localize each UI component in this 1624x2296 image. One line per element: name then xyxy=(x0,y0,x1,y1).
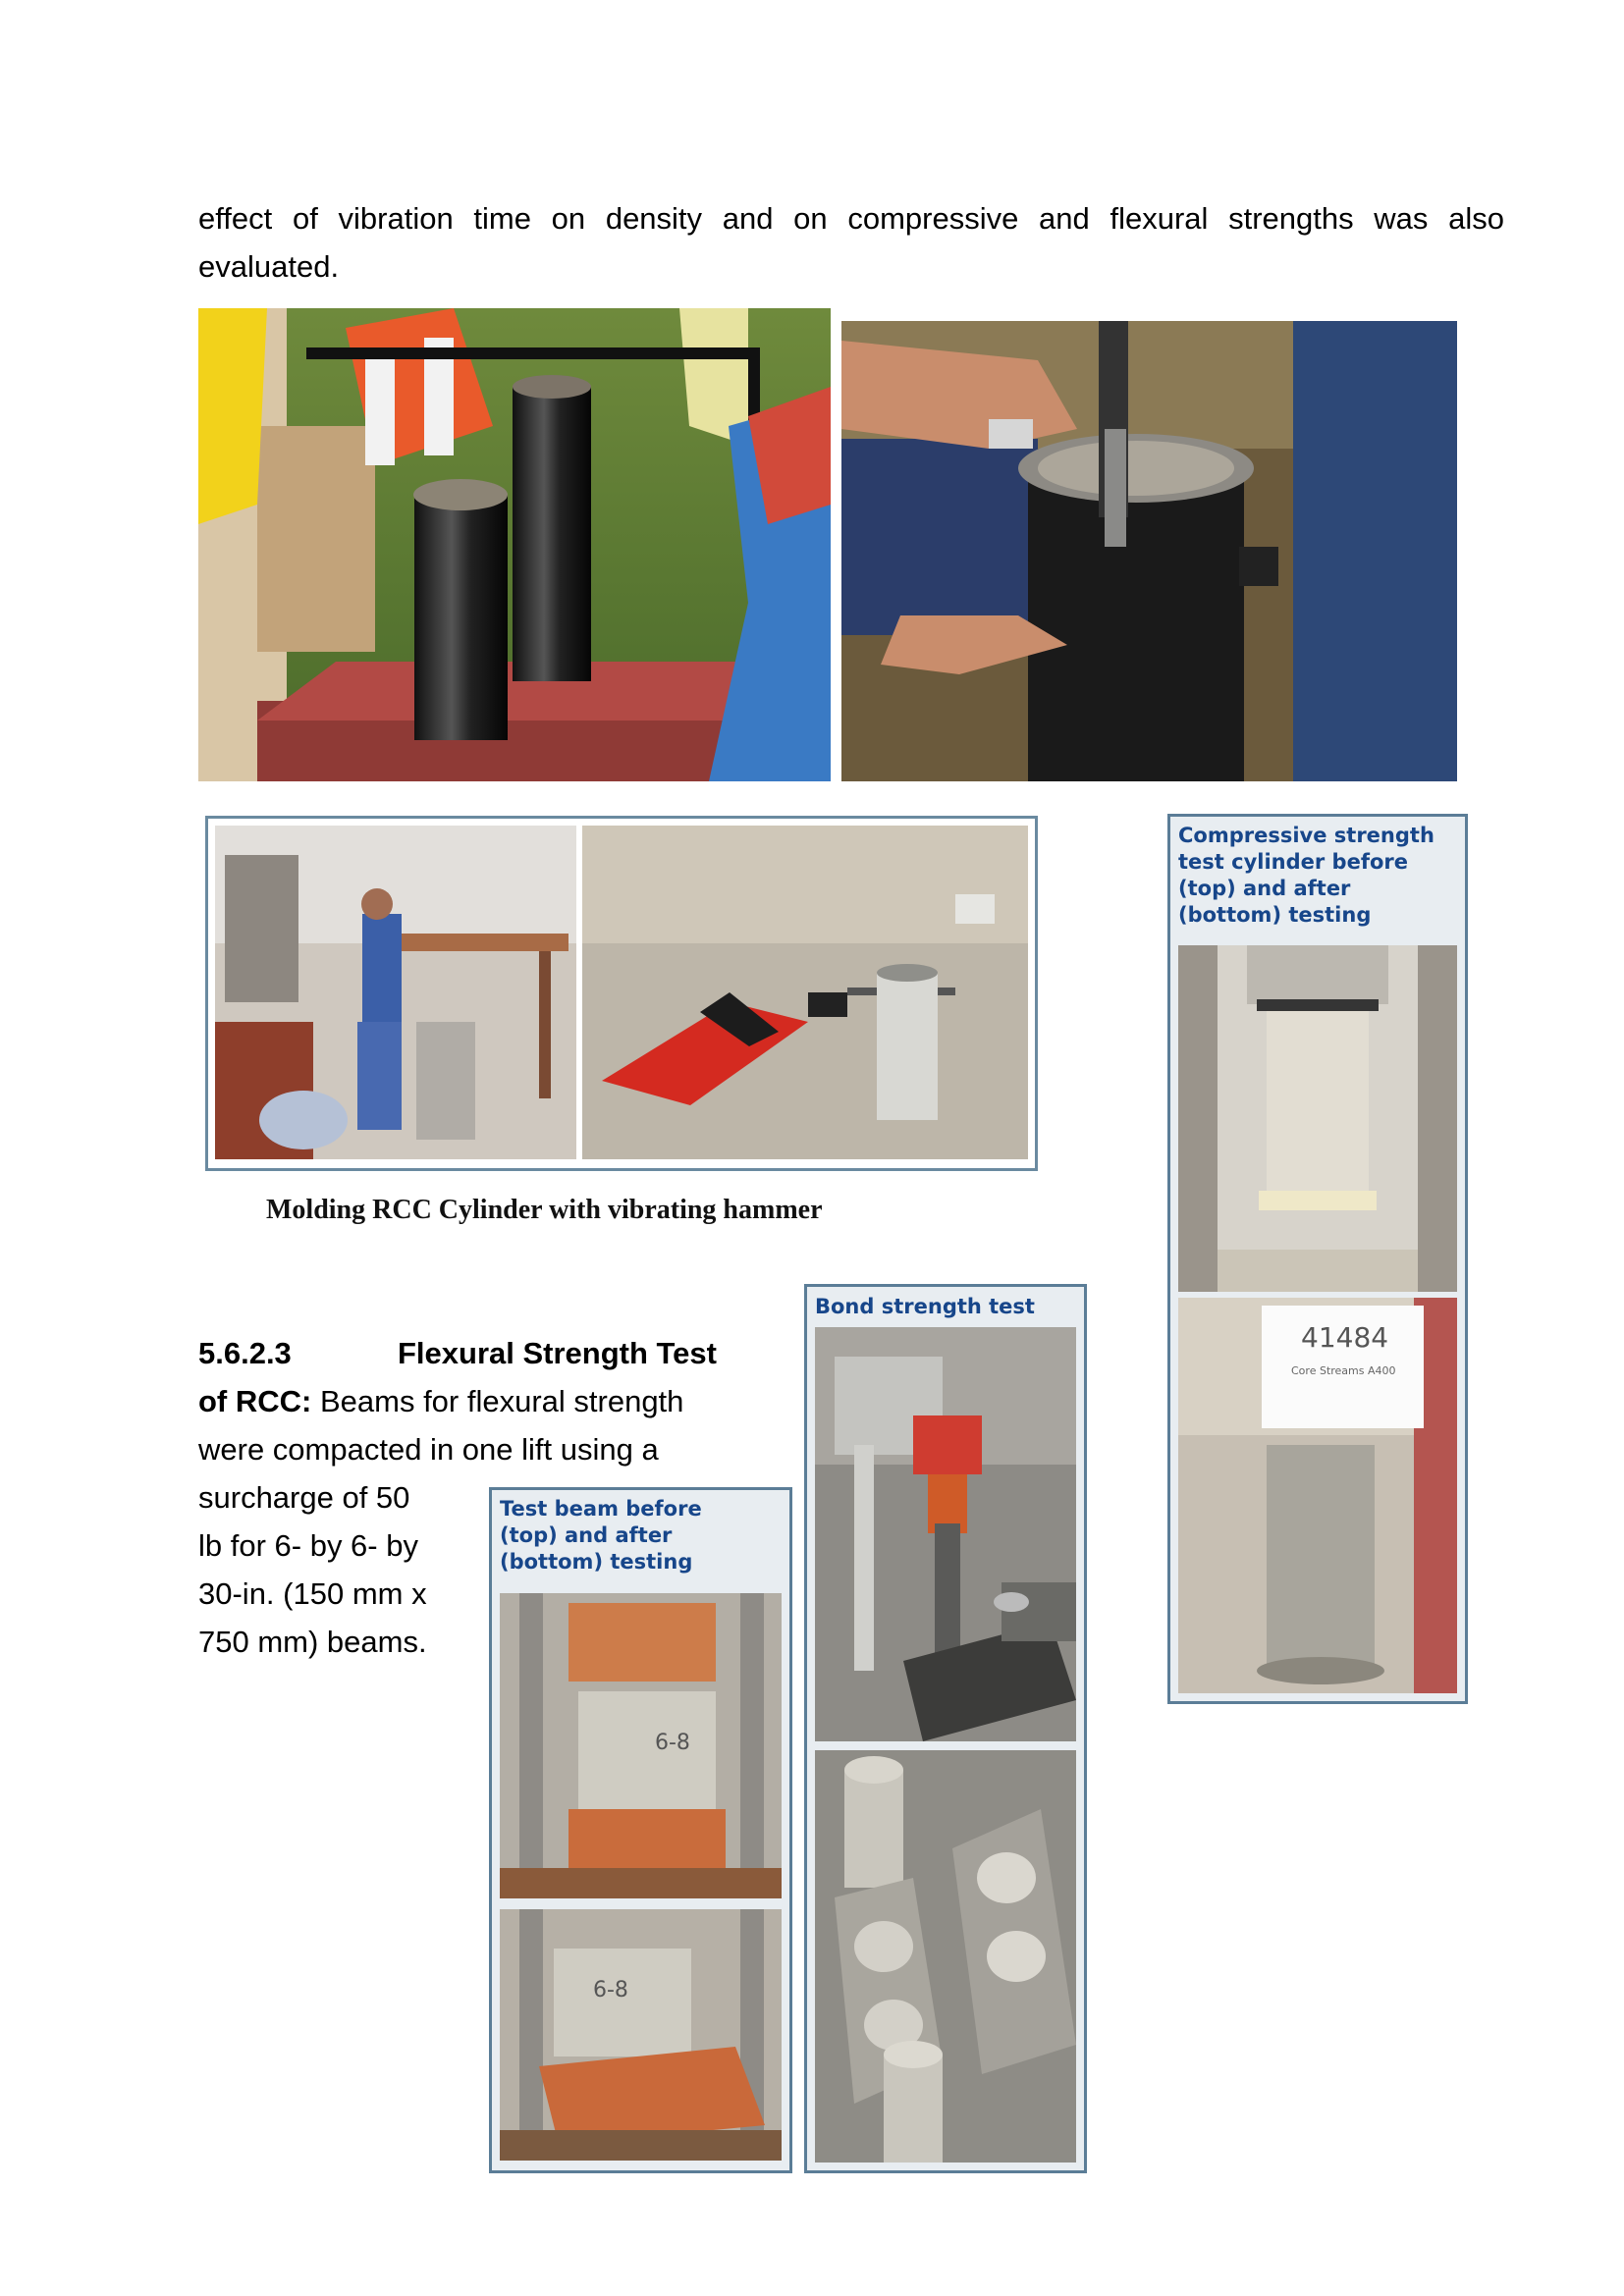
sample-label-number: 41484 xyxy=(1301,1321,1389,1354)
photo-cores xyxy=(815,1750,1076,2163)
photo-lab-technician xyxy=(215,826,576,1159)
intro-line-1: effect of vibration time on density and on compressive and flexural strengths was also xyxy=(198,201,1504,236)
section-number: 5.6.2.3 xyxy=(198,1336,292,1370)
section-line-4: lb for 6- by 6- by xyxy=(198,1528,418,1563)
intro-line-2: evaluated. xyxy=(198,249,340,284)
section-line-1 xyxy=(198,1377,768,1425)
photo-cylinder-after xyxy=(1178,1298,1457,1693)
compressive-panel-caption: Compressive strength test cylinder before (top) and after (bottom) testing xyxy=(1178,824,1435,927)
beam-label-bottom: 6-8 xyxy=(593,1978,628,2002)
intro-paragraph xyxy=(198,194,1504,291)
section-heading xyxy=(198,1329,768,1377)
bond-strength-panel xyxy=(804,1284,1087,2173)
photo-beam-after xyxy=(500,1909,782,2161)
photo-vibrating-table-cylinder xyxy=(198,308,831,781)
photo-cylinder-before xyxy=(1178,945,1457,1292)
beam-panel-caption: Test beam before (top) and after (bottom) testing xyxy=(500,1497,702,1574)
section-text-1: Beams for flexural strength xyxy=(311,1384,684,1418)
compressive-strength-panel xyxy=(1167,814,1468,1704)
bond-panel-caption: Bond strength test xyxy=(815,1295,1035,1318)
photo-hands-cylinder-mold xyxy=(841,321,1457,781)
section-title-cont: of RCC: xyxy=(198,1384,312,1418)
sample-label-sub: Core Streams A400 xyxy=(1291,1364,1396,1377)
photo-vibrating-hammer xyxy=(582,826,1028,1159)
section-line-6: 750 mm) beams. xyxy=(198,1625,427,1659)
test-beam-panel xyxy=(489,1487,792,2173)
photo-beam-before xyxy=(500,1593,782,1898)
lab-photo-frame xyxy=(205,816,1038,1171)
section-line-3: surcharge of 50 xyxy=(198,1480,410,1515)
section-line-5: 30-in. (150 mm x xyxy=(198,1576,427,1611)
lab-photo-caption: Molding RCC Cylinder with vibrating hammer xyxy=(266,1195,823,1225)
photo-core-drill xyxy=(815,1327,1076,1741)
beam-label-top: 6-8 xyxy=(655,1731,690,1755)
sample-label-card xyxy=(1262,1306,1424,1428)
section-title: Flexural Strength Test xyxy=(398,1336,717,1370)
section-line-2: were compacted in one lift using a xyxy=(198,1432,659,1467)
